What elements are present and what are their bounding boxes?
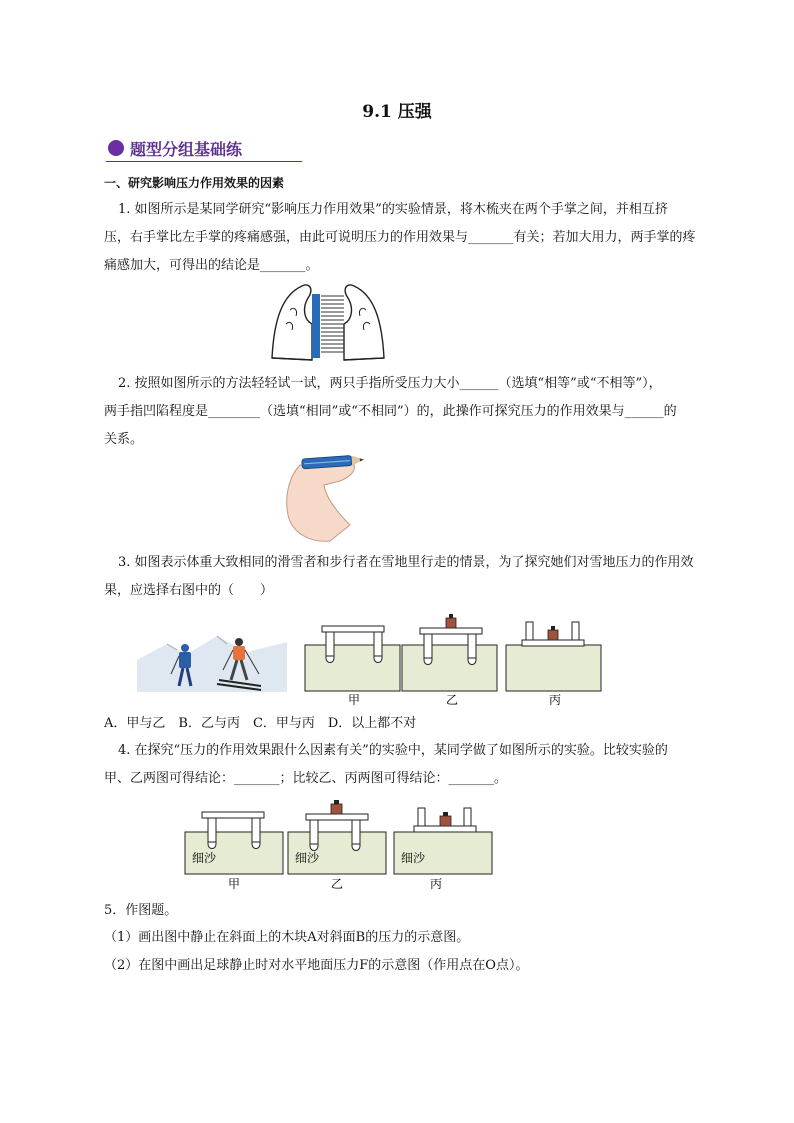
q4-sand-label-3: 细沙 (401, 851, 426, 865)
q3-label-jia: 甲 (347, 693, 361, 707)
q4-experiment-figure (180, 800, 495, 895)
q5-part1: （1）画出图中静止在斜面上的木块A对斜面B的压力的示意图。 (104, 930, 470, 945)
q4-line1: 4. 在探究“压力的作用效果跟什么因素有关”的实验中，某同学做了如图所示的实验。比较实验的 (118, 743, 668, 758)
q1-line3: 痛感加大，可得出的结论是_______。 (104, 258, 319, 273)
q4-sand-label-1: 细沙 (192, 851, 217, 865)
section-badge (106, 135, 302, 162)
q3-line1: 3. 如图表示体重大致相同的滑雪者和步行者在雪地里行走的情景，为了探究她们对雪地压力的作用效 (118, 555, 694, 570)
q1-line1: 1. 如图所示是某同学研究“影响压力作用效果”的实验情景，将木梳夹在两个手掌之间，并相互挤 (118, 202, 668, 217)
q1-line2: 压，右手掌比左手掌的疼痛感强，由此可说明压力的作用效果与_______有关；若加大用力，两手掌的疼 (104, 230, 696, 245)
q4-label-yi: 乙 (330, 877, 344, 891)
q3-options: A．甲与乙 B．乙与丙 C．甲与丙 D．以上都不对 (104, 716, 417, 731)
page-title: 9.1 压强 (362, 102, 432, 122)
q5-part2: （2）在图中画出足球静止时对水平地面压力F的示意图（作用点在O点）。 (104, 958, 529, 973)
subsection-heading: 一、研究影响压力作用效果的因素 (104, 176, 285, 190)
q3-experiment-figure (300, 612, 610, 707)
q2-line1: 2. 按照如图所示的方法轻轻试一试，两只手指所受压力大小______（选填“相等”或“不相等”）， (118, 376, 662, 391)
comb-hands-figure (268, 280, 388, 366)
q2-line2: 两手指凹陷程度是________（选填“相同”或“不相同”）的，此操作可探究压力的作用效果与______的 (104, 404, 677, 419)
ski-walker-figure (137, 630, 287, 692)
q3-label-bing: 丙 (548, 693, 562, 707)
section-badge-label: 题型分组基础练 (130, 140, 243, 159)
q2-line3: 关系。 (104, 432, 144, 447)
q3-label-yi: 乙 (445, 693, 459, 707)
q4-line2: 甲、乙两图可得结论：_______；比较乙、丙两图可得结论：_______。 (104, 771, 508, 786)
q5-heading: 5．作图题。 (104, 903, 178, 918)
bullet-icon (108, 140, 124, 156)
q4-label-bing: 丙 (429, 877, 443, 891)
pencil-fingers-figure (280, 455, 380, 545)
q4-label-jia: 甲 (227, 877, 241, 891)
q4-sand-label-2: 细沙 (295, 851, 320, 865)
q3-line2: 果，应选择右图中的（ ） (104, 583, 274, 598)
